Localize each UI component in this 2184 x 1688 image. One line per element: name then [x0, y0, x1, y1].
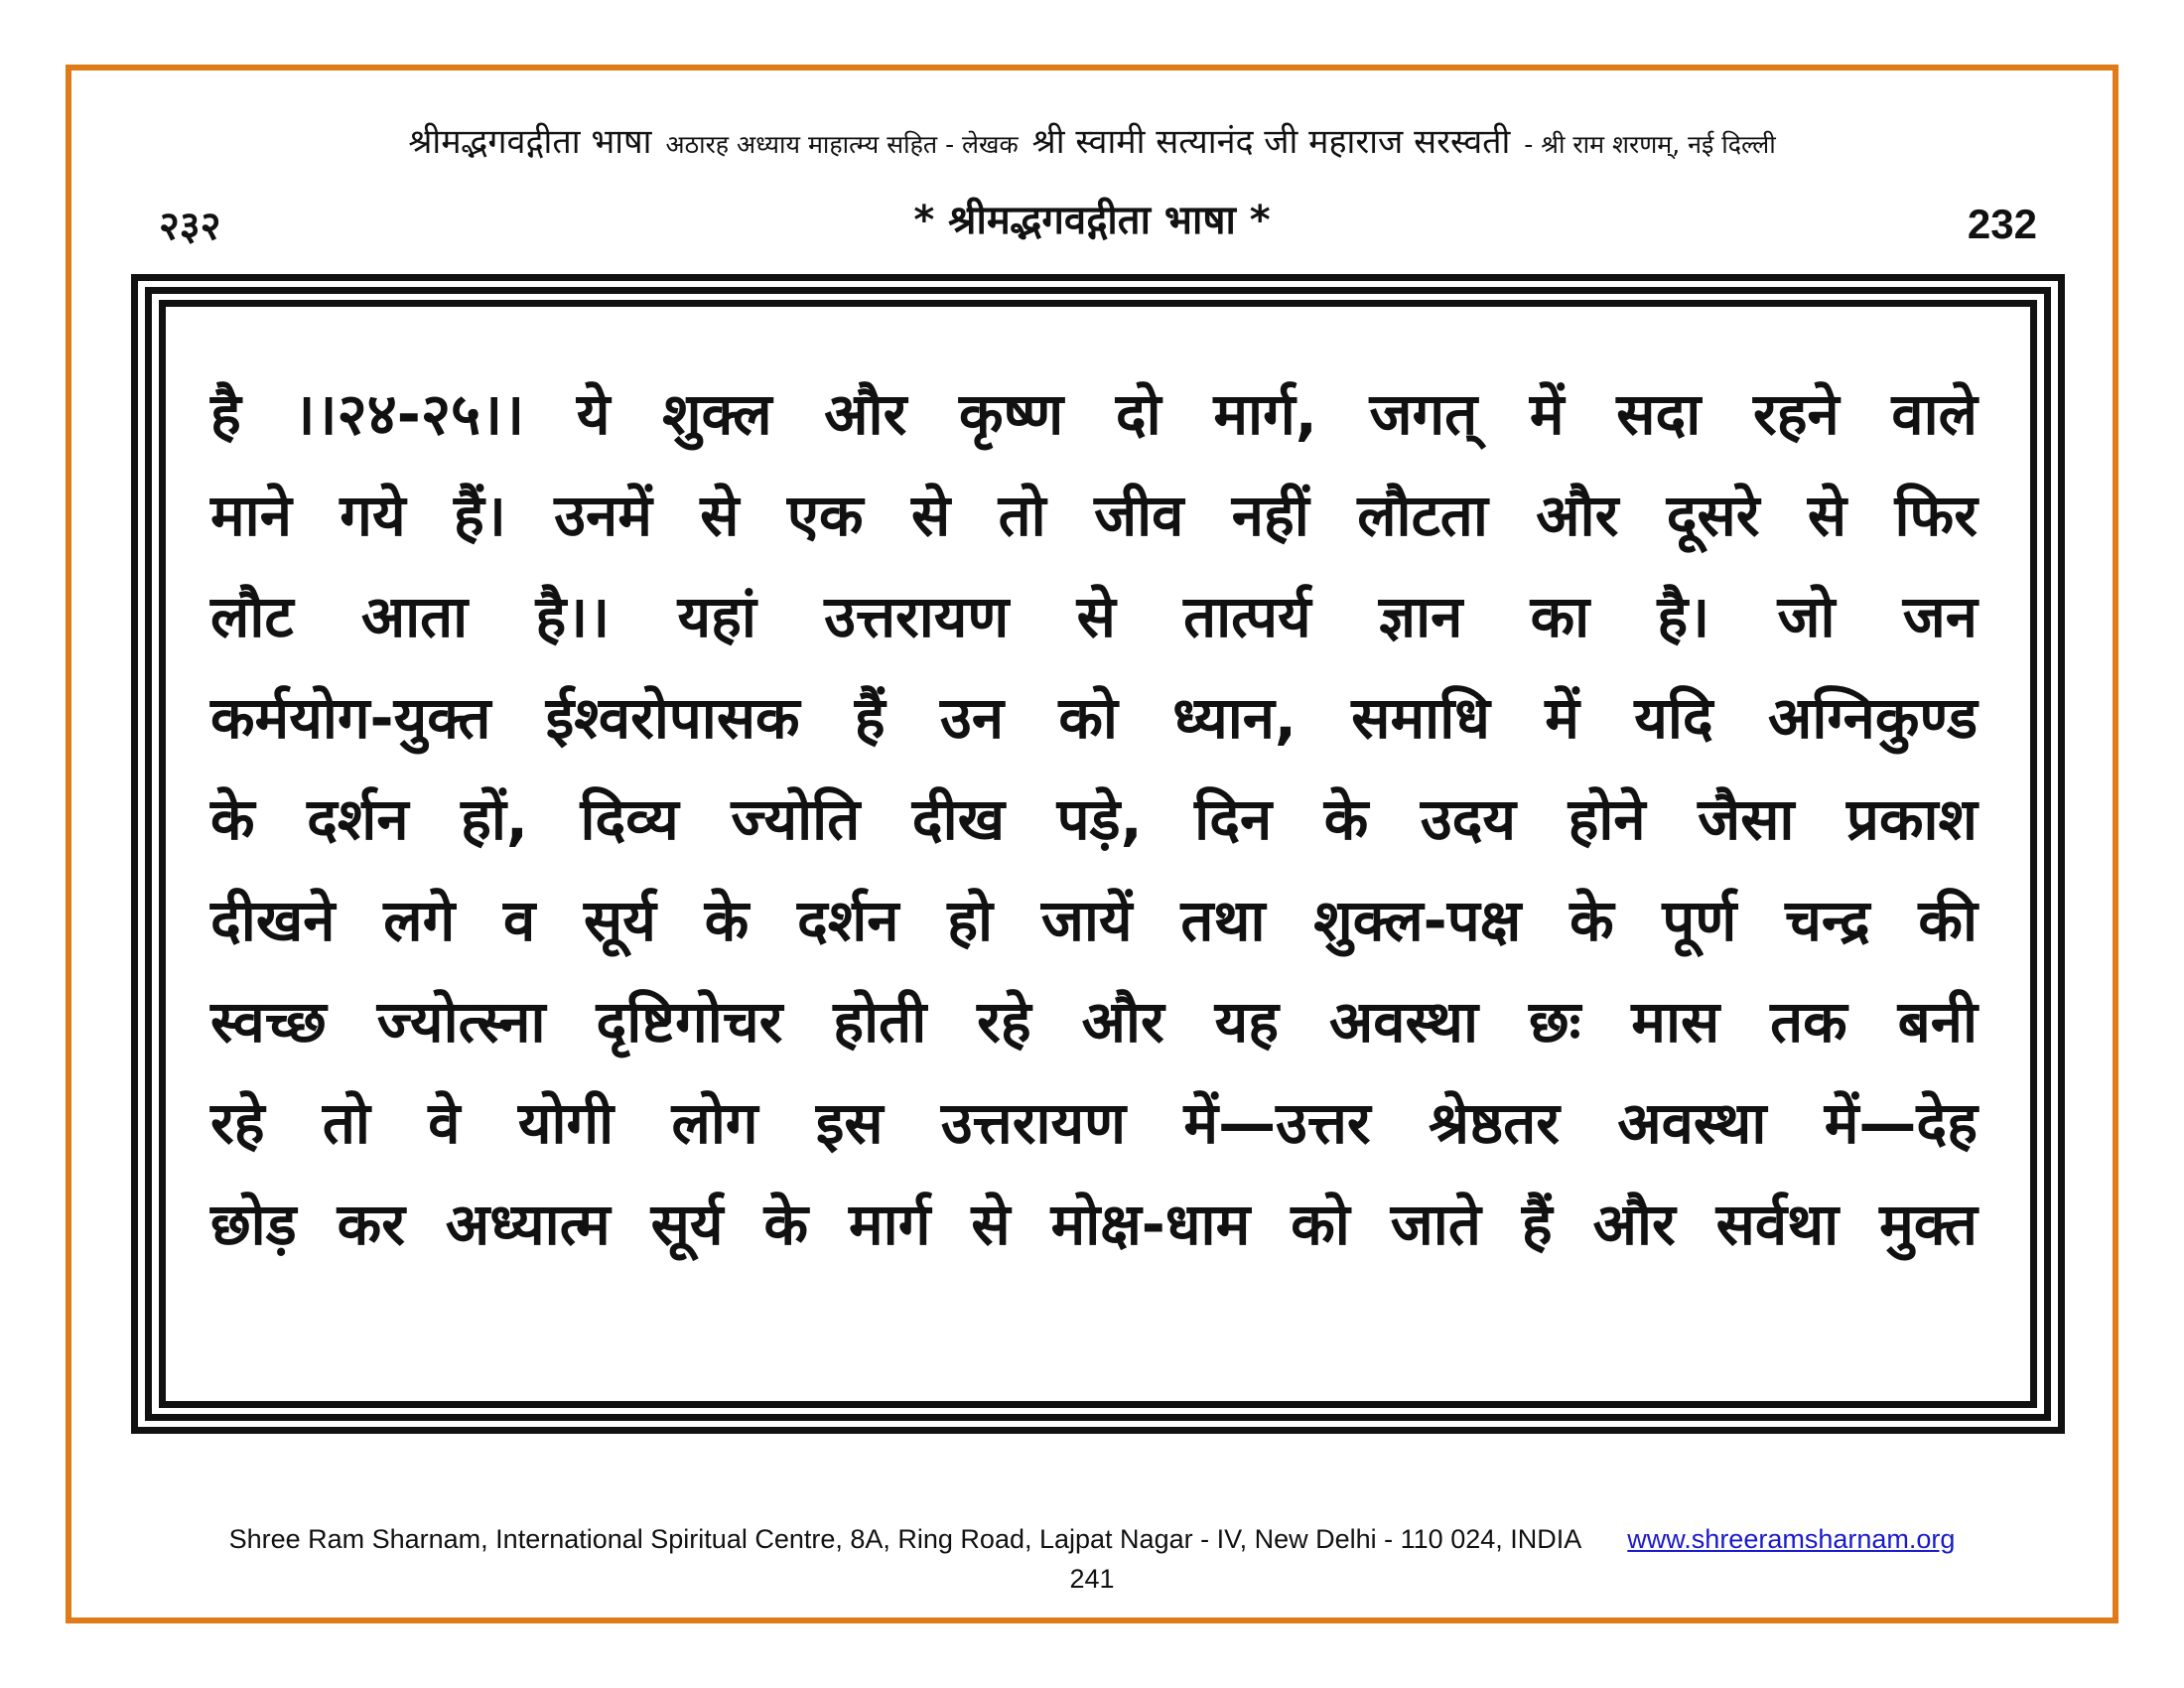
header-author: श्री स्वामी सत्यानंद जी महाराज सरस्वती: [1031, 122, 1511, 162]
text-line: लौट आता है।। यहां उत्तरायण से तात्पर्य ज्ञान का है। जो जन: [210, 583, 1978, 650]
header-publisher: - श्री राम शरणम्, नई दिल्ली: [1524, 130, 1776, 159]
text-line: के दर्शन हों, दिव्य ज्योति दीख पड़े, दिन के उदय होने जैसा प्रकाश: [210, 785, 1978, 853]
text-line: दीखने लगे व सूर्य के दर्शन हो जायें तथा शुक्ल-पक्ष के पूर्ण चन्द्र की: [210, 887, 1978, 954]
footer-address: Shree Ram Sharnam, International Spiritual Centre, 8A, Ring Road, Lajpat Nagar - IV, New Delhi - 110 024, INDIA: [228, 1524, 1580, 1554]
header-subtitle: अठारह अध्याय माहात्म्य सहित - लेखक: [665, 130, 1019, 159]
document-header: [99, 117, 2085, 177]
text-line: है ।।२४-२५।। ये शुक्ल और कृष्ण दो मार्ग, जगत् में सदा रहने वाले: [210, 380, 1978, 448]
page-number-devanagari: २३२: [159, 204, 221, 249]
website-link[interactable]: www.shreeramsharnam.org: [1627, 1524, 1956, 1554]
body-text: [210, 363, 1978, 1275]
text-line: माने गये हैं। उनमें से एक से तो जीव नहीं लौटता और दूसरे से फिर: [210, 482, 1978, 549]
text-line: रहे तो वे योगी लोग इस उत्तरायण में—उत्तर श्रेष्ठतर अवस्था में—देह: [210, 1089, 1978, 1157]
running-title: * श्रीमद्भगवद्गीता भाषा *: [913, 198, 1271, 243]
text-line: छोड़ कर अध्यात्म सूर्य के मार्ग से मोक्ष-धाम को जाते हैं और सर्वथा मुक्त: [210, 1191, 1978, 1258]
footer: [0, 1524, 2184, 1555]
text-line: कर्मयोग-युक्त ईश्वरोपासक हैं उन को ध्यान, समाधि में यदि अग्निकुण्ड: [210, 684, 1978, 752]
page-number: 232: [1967, 201, 2037, 247]
header-book-title: श्रीमद्भगवद्गीता भाषा: [408, 122, 652, 162]
footer-page-number: 241: [1069, 1564, 1115, 1594]
text-line: स्वच्छ ज्योत्स्ना दृष्टिगोचर होती रहे और यह अवस्था छः मास तक बनी: [210, 988, 1978, 1055]
